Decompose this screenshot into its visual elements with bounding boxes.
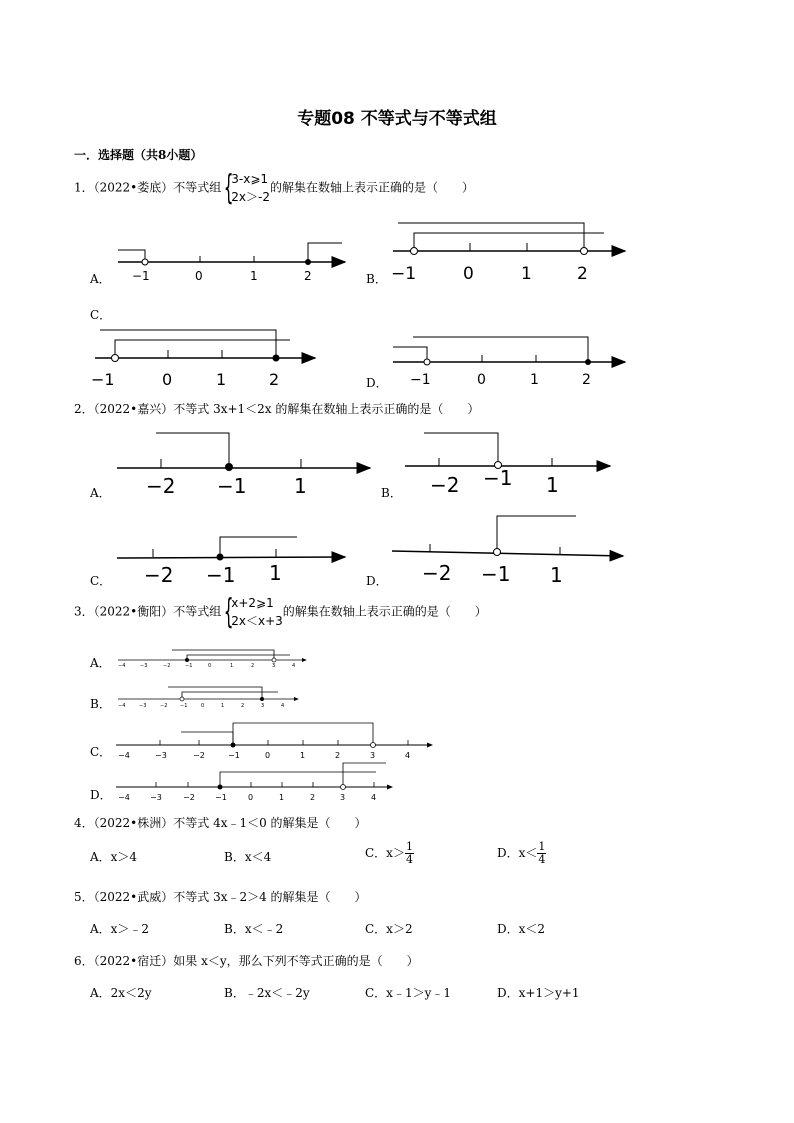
q4-option-c[interactable] bbox=[365, 841, 414, 866]
svg-text:−3: −3 bbox=[155, 751, 167, 760]
svg-text:−1: −1 bbox=[215, 793, 227, 802]
svg-text:−1: −1 bbox=[185, 663, 193, 669]
svg-text:−4: −4 bbox=[118, 663, 126, 669]
q4-option-d[interactable] bbox=[497, 841, 546, 866]
svg-text:2: 2 bbox=[310, 793, 316, 802]
q2c-tick-label: 1 bbox=[269, 561, 282, 585]
svg-text:1: 1 bbox=[230, 663, 234, 669]
q1-option-c-label[interactable]: C． bbox=[90, 308, 112, 322]
svg-text:2: 2 bbox=[335, 751, 341, 760]
q2d-tick-label: 1 bbox=[550, 563, 563, 587]
svg-text:3: 3 bbox=[272, 663, 276, 669]
q1-option-a-label[interactable]: A． bbox=[90, 272, 111, 286]
q3-number-line-c bbox=[116, 723, 432, 760]
question-6: 6．（2022•宿迁）如果 x＜y，那么下列不等式正确的是（ ） bbox=[74, 954, 419, 968]
svg-text:−2: −2 bbox=[193, 751, 205, 760]
svg-text:−4: −4 bbox=[118, 793, 130, 802]
svg-text:0: 0 bbox=[201, 703, 205, 709]
question-2: 2．（2022•嘉兴）不等式 3x+1＜2x 的解集在数轴上表示正确的是（ ） bbox=[74, 402, 480, 416]
q5-option-c[interactable]: C．x＞2 bbox=[365, 922, 413, 936]
q3-option-c-label[interactable]: C． bbox=[90, 745, 112, 759]
svg-text:2: 2 bbox=[241, 703, 245, 709]
q4-option-c-text: C．x＞ bbox=[365, 846, 405, 860]
q6-option-c[interactable]: C．x﹣1＞y﹣1 bbox=[365, 986, 451, 1000]
svg-text:4: 4 bbox=[292, 663, 296, 669]
q2-number-line-d bbox=[392, 516, 623, 587]
q2a-tick-label: −1 bbox=[217, 474, 247, 498]
q3-number-line-d bbox=[116, 763, 392, 802]
svg-text:−2: −2 bbox=[183, 793, 195, 802]
q6-option-d[interactable]: D．x+1＞y+1 bbox=[497, 986, 580, 1000]
question-3 bbox=[74, 594, 487, 630]
q1a-tick-label: 2 bbox=[304, 269, 312, 283]
svg-text:4: 4 bbox=[405, 751, 411, 760]
svg-text:−2: −2 bbox=[160, 703, 168, 709]
q1d-tick-label: 0 bbox=[477, 372, 486, 388]
q3-system-line-1: x+2⩾1 bbox=[231, 596, 274, 610]
page-title: 专题08 不等式与不等式组 bbox=[297, 109, 497, 129]
svg-text:−4: −4 bbox=[118, 703, 126, 709]
q1-option-d-label[interactable]: D． bbox=[366, 376, 388, 390]
svg-text:0: 0 bbox=[265, 751, 271, 760]
svg-text:0: 0 bbox=[248, 793, 254, 802]
question-4: 4．（2022•株洲）不等式 4x﹣1＜0 的解集是（ ） bbox=[74, 816, 367, 830]
q1c-tick-label: −1 bbox=[91, 370, 115, 389]
q1c-tick-label: 1 bbox=[216, 370, 227, 389]
svg-text:4: 4 bbox=[281, 703, 285, 709]
q3-system-line-2: 2x＜x+3 bbox=[231, 614, 283, 628]
svg-text:−3: −3 bbox=[140, 663, 148, 669]
q5-option-b[interactable]: B．x＜﹣2 bbox=[224, 922, 284, 936]
q1-inequality-system: { 3-x⩾1 2x＞-2 bbox=[224, 168, 270, 208]
q3-number-line-a bbox=[118, 650, 306, 669]
q3-option-d-label[interactable]: D． bbox=[90, 788, 112, 802]
q1-system-line-2: 2x＞-2 bbox=[231, 190, 270, 204]
svg-text:3: 3 bbox=[261, 703, 265, 709]
q4-option-d-text: D．x＜ bbox=[497, 846, 538, 860]
q4-option-b[interactable]: B．x＜4 bbox=[224, 850, 272, 864]
section-heading: 一．选择题（共8小题） bbox=[74, 148, 203, 162]
q1b-tick-label: 1 bbox=[521, 264, 532, 284]
q2a-tick-label: 1 bbox=[294, 474, 307, 498]
q1-stem-after: 的解集在数轴上表示正确的是（ ） bbox=[269, 180, 474, 195]
q4-option-a[interactable]: A．x＞4 bbox=[90, 850, 138, 864]
q3-stem-before: 3．（2022•衡阳）不等式组 bbox=[74, 604, 222, 619]
q5-option-a[interactable]: A．x＞﹣2 bbox=[90, 922, 150, 936]
q1d-tick-label: −1 bbox=[410, 372, 431, 388]
q3-option-a-label[interactable]: A． bbox=[90, 656, 111, 670]
q6-option-a[interactable]: A．2x＜2y bbox=[90, 986, 152, 1000]
svg-text:−1: −1 bbox=[180, 703, 188, 709]
q1a-tick-label: 1 bbox=[250, 269, 258, 283]
q1d-tick-label: 1 bbox=[530, 372, 539, 388]
svg-text:1: 1 bbox=[279, 793, 285, 802]
q1b-tick-label: 2 bbox=[577, 264, 588, 284]
svg-text:1: 1 bbox=[300, 751, 306, 760]
q3-stem-after: 的解集在数轴上表示正确的是（ ） bbox=[282, 604, 487, 619]
q4-option-d-fraction: $\frac{1}{4}$ bbox=[538, 840, 546, 866]
svg-text:2: 2 bbox=[251, 663, 255, 669]
q4-option-c-fraction: $\frac{1}{4}$ bbox=[405, 840, 413, 866]
q1-option-b-label[interactable]: B． bbox=[366, 272, 387, 286]
q2-option-d-label[interactable]: D． bbox=[366, 574, 388, 588]
q2b-tick-label: −1 bbox=[483, 466, 513, 490]
q1a-tick-label: 0 bbox=[195, 269, 203, 283]
q3-inequality-system: { x+2⩾1 2x＜x+3 bbox=[224, 592, 283, 632]
q2b-tick-label: −2 bbox=[430, 473, 460, 497]
q2-number-line-c bbox=[117, 537, 345, 587]
q2d-tick-label: −1 bbox=[481, 562, 511, 586]
svg-text:−3: −3 bbox=[139, 703, 147, 709]
q2-option-b-label[interactable]: B． bbox=[381, 486, 402, 500]
q3-number-line-b bbox=[118, 687, 298, 709]
q2-option-a-label[interactable]: A． bbox=[90, 486, 111, 500]
q2c-tick-label: −1 bbox=[206, 563, 236, 587]
q1-stem-before: 1．（2022•娄底）不等式组 bbox=[74, 180, 222, 195]
q2d-tick-label: −2 bbox=[422, 561, 452, 585]
svg-text:3: 3 bbox=[340, 793, 346, 802]
svg-text:−1: −1 bbox=[228, 751, 240, 760]
q2c-tick-label: −2 bbox=[144, 563, 174, 587]
q1d-tick-label: 2 bbox=[582, 372, 591, 388]
svg-text:3: 3 bbox=[370, 751, 376, 760]
svg-text:0: 0 bbox=[208, 663, 212, 669]
q3-option-b-label[interactable]: B． bbox=[90, 697, 111, 711]
svg-text:−4: −4 bbox=[118, 751, 130, 760]
q1b-tick-label: 0 bbox=[463, 264, 474, 284]
q2-option-c-label[interactable]: C． bbox=[90, 574, 112, 588]
q1-system-line-1: 3-x⩾1 bbox=[231, 172, 269, 186]
svg-text:−3: −3 bbox=[150, 793, 162, 802]
q5-option-d[interactable]: D．x＜2 bbox=[497, 922, 546, 936]
svg-text:1: 1 bbox=[221, 703, 225, 709]
q2b-tick-label: 1 bbox=[546, 473, 559, 497]
q1b-tick-label: −1 bbox=[391, 264, 417, 284]
question-5: 5．（2022•武威）不等式 3x﹣2＞4 的解集是（ ） bbox=[74, 890, 367, 904]
q1a-tick-label: −1 bbox=[132, 269, 150, 283]
svg-text:4: 4 bbox=[371, 793, 377, 802]
q1c-tick-label: 0 bbox=[162, 370, 173, 389]
svg-text:−2: −2 bbox=[163, 663, 171, 669]
q6-option-b[interactable]: B．﹣2x＜﹣2y bbox=[224, 986, 310, 1000]
q2a-tick-label: −2 bbox=[146, 474, 176, 498]
q1c-tick-label: 2 bbox=[269, 370, 280, 389]
